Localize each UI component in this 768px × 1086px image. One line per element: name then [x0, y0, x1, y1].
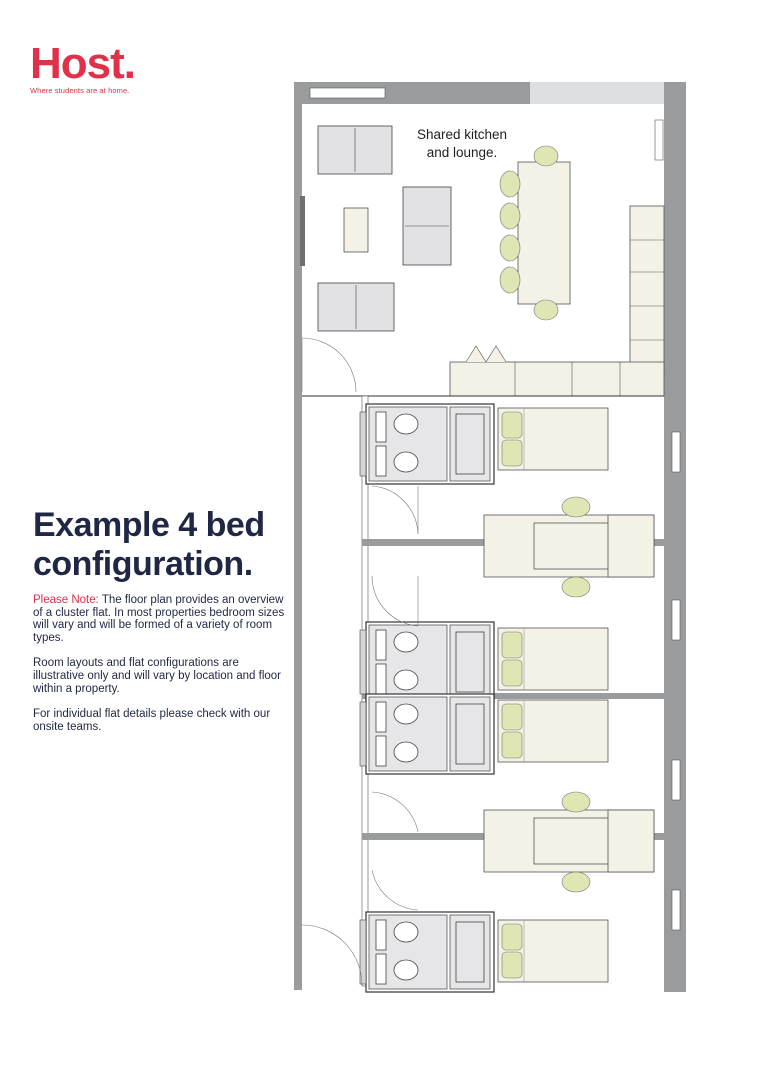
layout-disclaimer: Room layouts and flat configurations are illustrative only and will vary by location and floor within a property.	[33, 657, 282, 695]
brand-tagline: Where students are at home.	[30, 86, 130, 95]
onsite-teams-note: For individual flat details please check with our onsite teams.	[33, 708, 271, 733]
please-note-label: Please Note:	[33, 594, 99, 606]
brand-name: Host.	[30, 39, 135, 88]
page-title: Example 4 bed configuration.	[33, 506, 265, 583]
please-note-text: The floor plan provides an overview of a cluster flat. In most properties bedroom sizes will vary and will be formed of a variety of room types.	[33, 594, 285, 644]
kitchen-label-line2: and lounge.	[426, 145, 498, 160]
kitchen-label-line1: Shared kitchen	[416, 127, 508, 142]
